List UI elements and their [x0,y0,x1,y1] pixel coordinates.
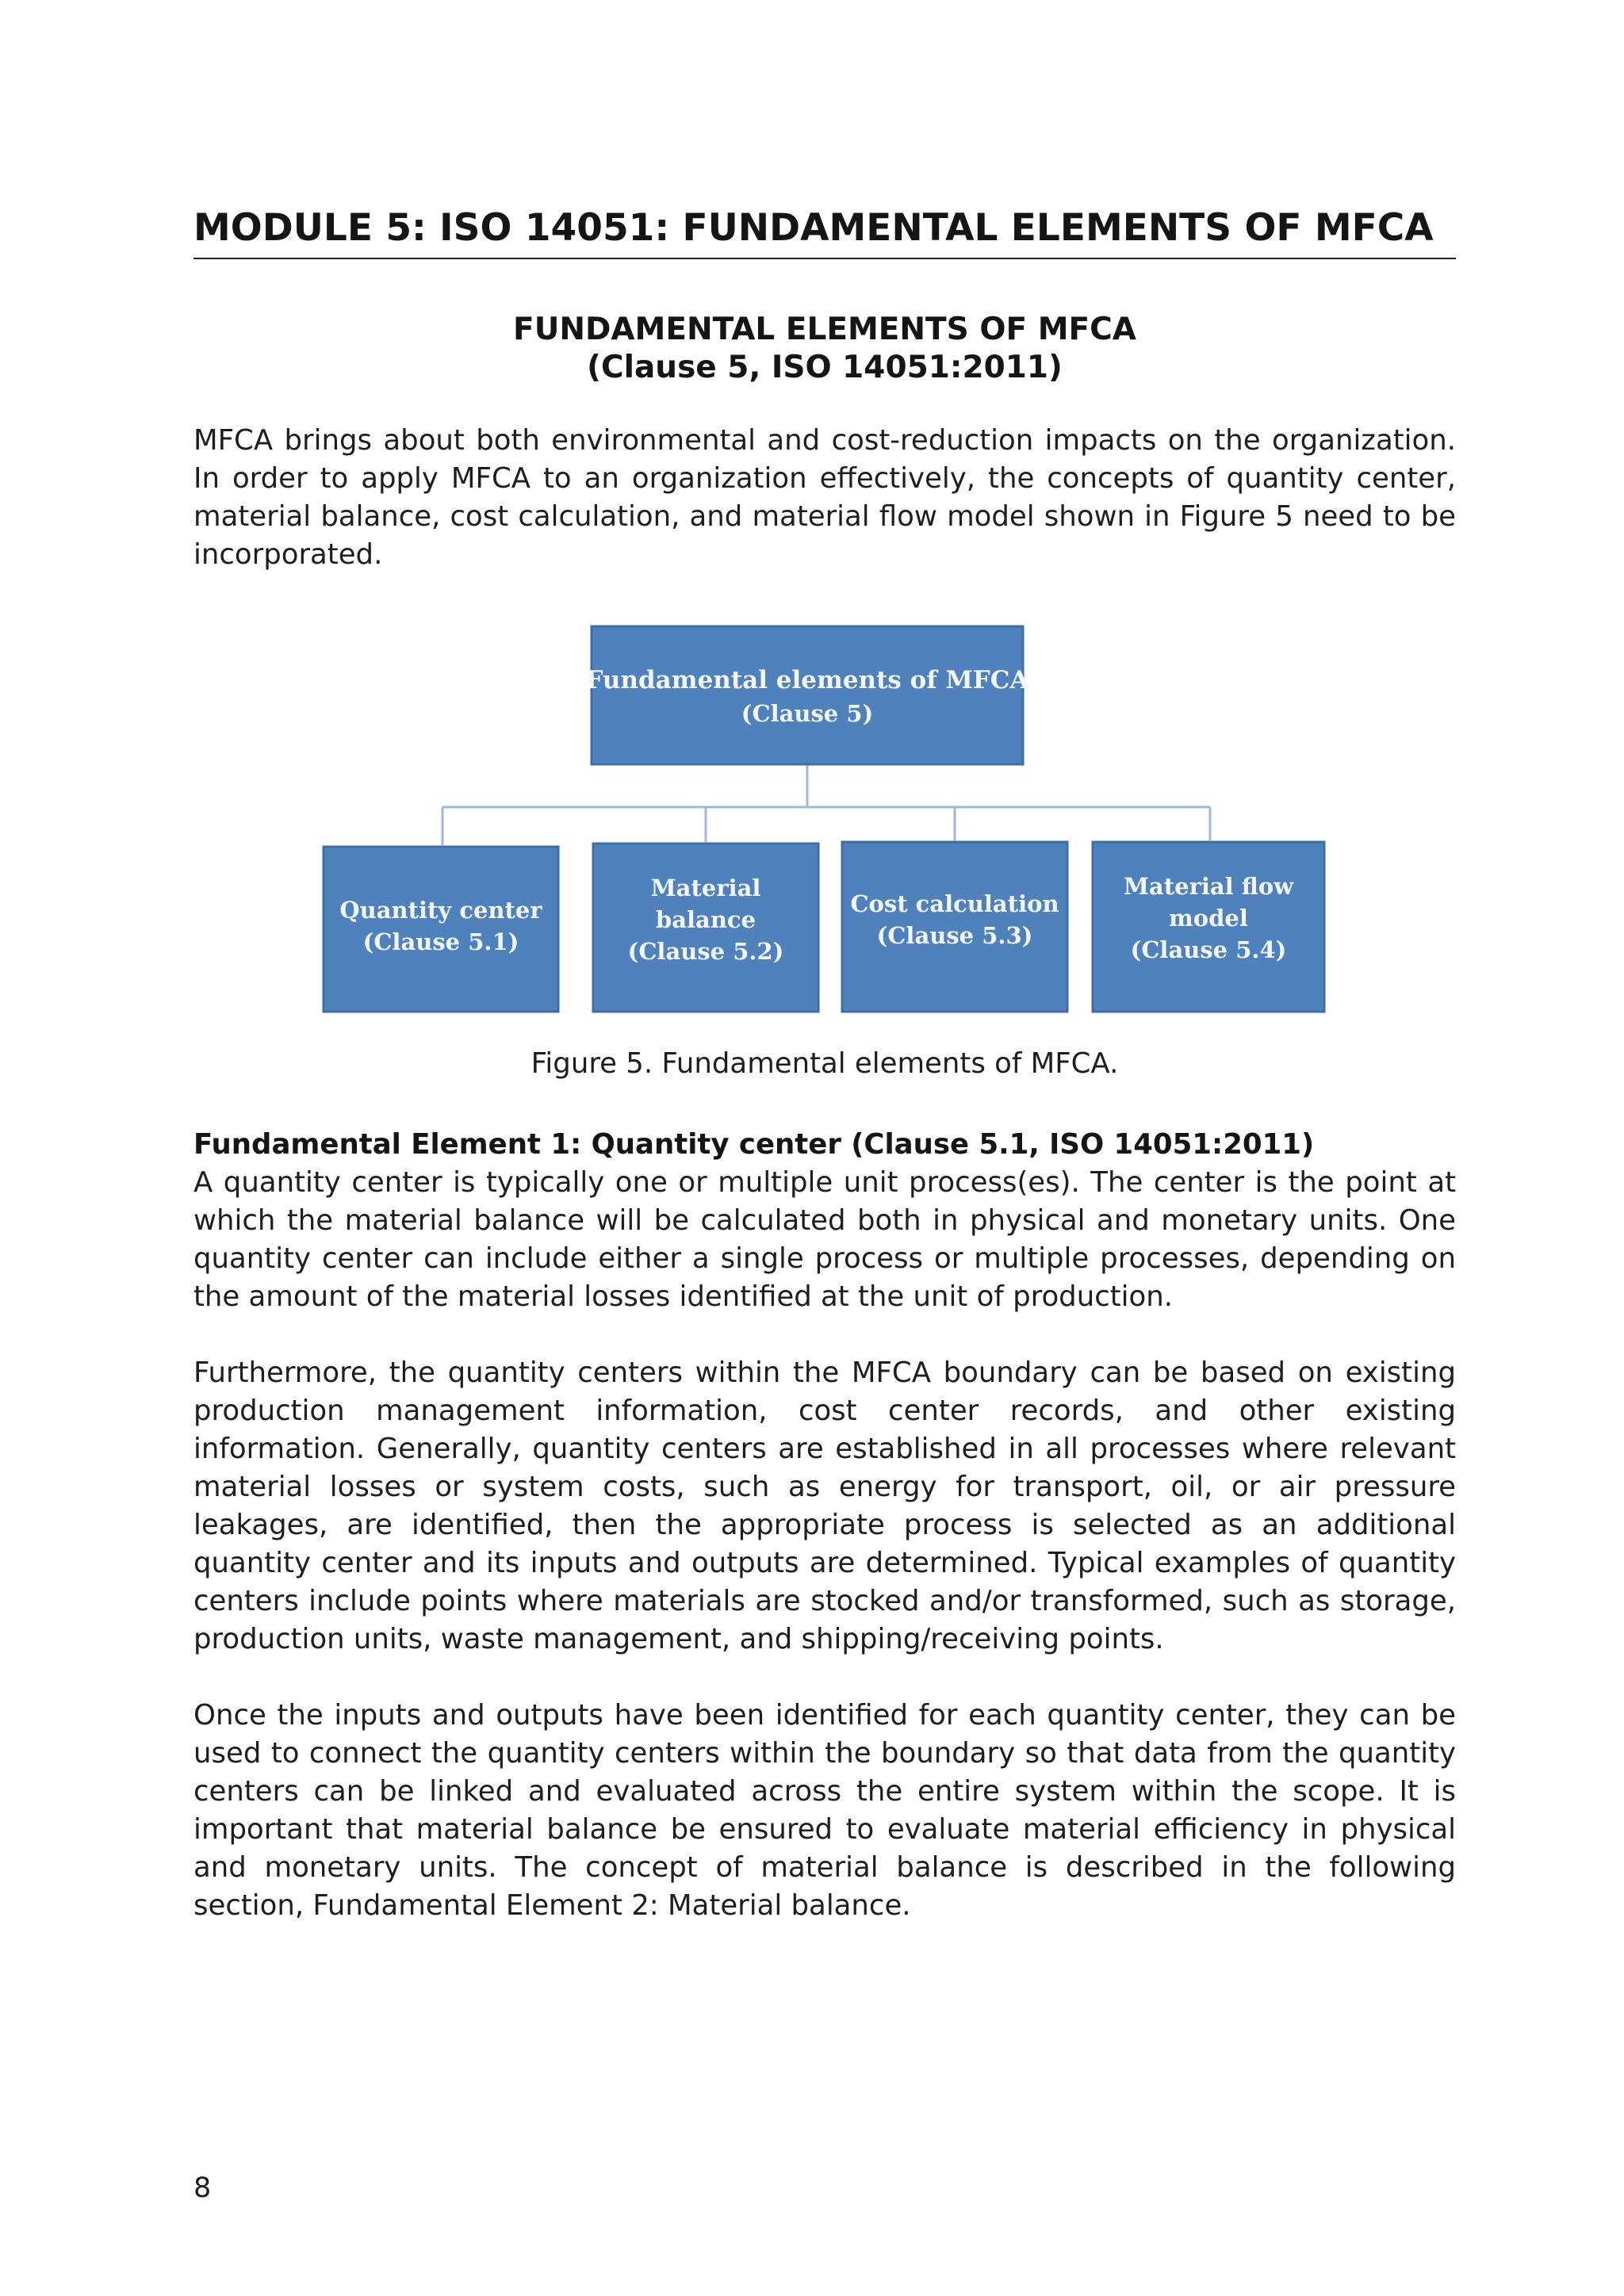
node-material-balance [593,844,818,1012]
section-heading-line-2: (Clause 5, ISO 14051:2011) [587,350,1063,385]
node-material-balance-line-1: Material [650,874,761,901]
node-cost-calculation-line-1: Cost calculation [850,890,1059,917]
figure-5-diagram [314,618,1331,1023]
diagram-connectors [442,764,1210,845]
section-heading [193,311,1456,387]
intro-paragraph: MFCA brings about both environmental and cost-reduction impacts on the organization. In order to apply MFCA to an organization effectively, the concepts of quantity center, material balance, cost calculation, and material flow model shown in Figure 5 need to be incorporated. [193,424,1456,571]
element-1-heading: Fundamental Element 1: Quantity center (Clause 5.1, ISO 14051:2011) [193,1128,1315,1161]
node-fundamental-elements-line-2: (Clause 5) [741,700,874,727]
element-1-paragraph-3: Once the inputs and outputs have been identified for each quantity center, they can be used to connect the quantity centers within the boundary so that data from the quantity centers can be linked and evaluated across the entire system within the scope. It is important that material balance be ensured to evaluate material efficiency in physical and monetary units. The concept of material balance is described in the following section, Fundamental Element 2: Material balance. [193,1699,1456,1922]
node-material-flow-model-line-2: model [1169,905,1248,932]
node-cost-calculation-line-2: (Clause 5.3) [876,922,1033,949]
module-title: MODULE 5: ISO 14051: FUNDAMENTAL ELEMENTS OF MFCA [193,206,1434,250]
node-cost-calculation [842,842,1067,1012]
node-quantity-center [324,847,558,1012]
page-number: 8 [193,2172,212,2204]
node-material-flow-model [1093,842,1324,1012]
title-underline [193,258,1456,259]
node-quantity-center-line-1: Quantity center [339,897,542,924]
section-heading-line-1: FUNDAMENTAL ELEMENTS OF MFCA [513,312,1136,347]
figure-caption: Figure 5. Fundamental elements of MFCA. [530,1047,1119,1080]
node-material-balance-line-3: (Clause 5.2) [627,938,784,965]
element-1-paragraph-2: Furthermore, the quantity centers within the MFCA boundary can be based on existing production management information, cost center records, and other existing information. Generally, quantity centers are established in all processes where relevant material losses or system costs, such as energy for transport, oil, or air pressure leakages, are identified, then the appropriate process is selected as an additional quantity center and its inputs and outputs are determined. Typical examples of quantity centers include points where materials are stocked and/or transformed, such as storage, production units, waste management, and shipping/receiving points. [193,1357,1456,1655]
node-quantity-center-line-2: (Clause 5.1) [362,928,519,955]
node-material-flow-model-line-3: (Clause 5.4) [1130,936,1287,963]
node-fundamental-elements-line-1: Fundamental elements of MFCA [585,666,1029,695]
node-material-flow-model-line-1: Material flow [1123,873,1294,900]
node-fundamental-elements [585,626,1029,764]
element-1-paragraph-1: A quantity center is typically one or multiple unit process(es). The center is the point at which the material balance will be calculated both in physical and monetary units. One quantity center can include either a single process or multiple processes, depending on the amount of the material losses identified at the unit of production. [193,1166,1456,1313]
node-material-balance-line-2: balance [655,906,756,933]
